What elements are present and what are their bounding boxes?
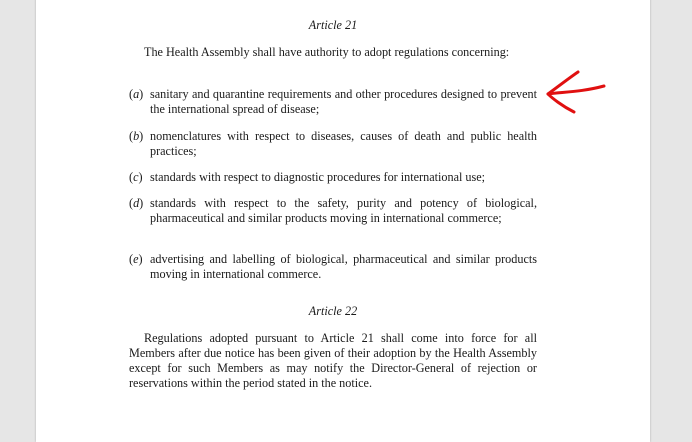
article-21-title: Article 21 bbox=[308, 18, 358, 32]
list-item bbox=[129, 87, 537, 117]
item-text: standards with respect to the safety, purity and potency of biological, pharmaceutical and similar products moving in international commerce; bbox=[150, 196, 537, 225]
item-label: (b) bbox=[129, 129, 144, 143]
item-label: (e) bbox=[129, 252, 143, 266]
item-text: standards with respect to diagnostic procedures for international use; bbox=[150, 170, 486, 184]
item-label: (c) bbox=[129, 170, 143, 184]
list-item bbox=[129, 196, 537, 226]
red-arrow-icon bbox=[542, 68, 608, 114]
item-label: (d) bbox=[129, 196, 144, 210]
document-page bbox=[36, 0, 650, 442]
truncated-text-line bbox=[129, 0, 269, 2]
item-label: (a) bbox=[129, 87, 144, 101]
item-text: advertising and labelling of biological, pharmaceutical and similar products moving in international commerce. bbox=[150, 252, 537, 281]
article-22-body: Regulations adopted pursuant to Article 21 shall come into force for all Members after due notice has been given of their adoption by the Health Assembly except for such Members as may notify the Director-General of rejection or reservations within the period stated in the notice. bbox=[129, 331, 537, 390]
article-22-title: Article 22 bbox=[308, 304, 358, 318]
list-item bbox=[129, 170, 537, 185]
item-text: nomenclatures with respect to diseases, causes of death and public health practices; bbox=[150, 129, 537, 158]
list-item bbox=[129, 129, 537, 159]
item-text: sanitary and quarantine requirements and other procedures designed to prevent the international spread of disease; bbox=[150, 87, 537, 116]
list-item bbox=[129, 252, 537, 282]
article-21-intro: The Health Assembly shall have authority to adopt regulations concerning: bbox=[144, 45, 510, 59]
